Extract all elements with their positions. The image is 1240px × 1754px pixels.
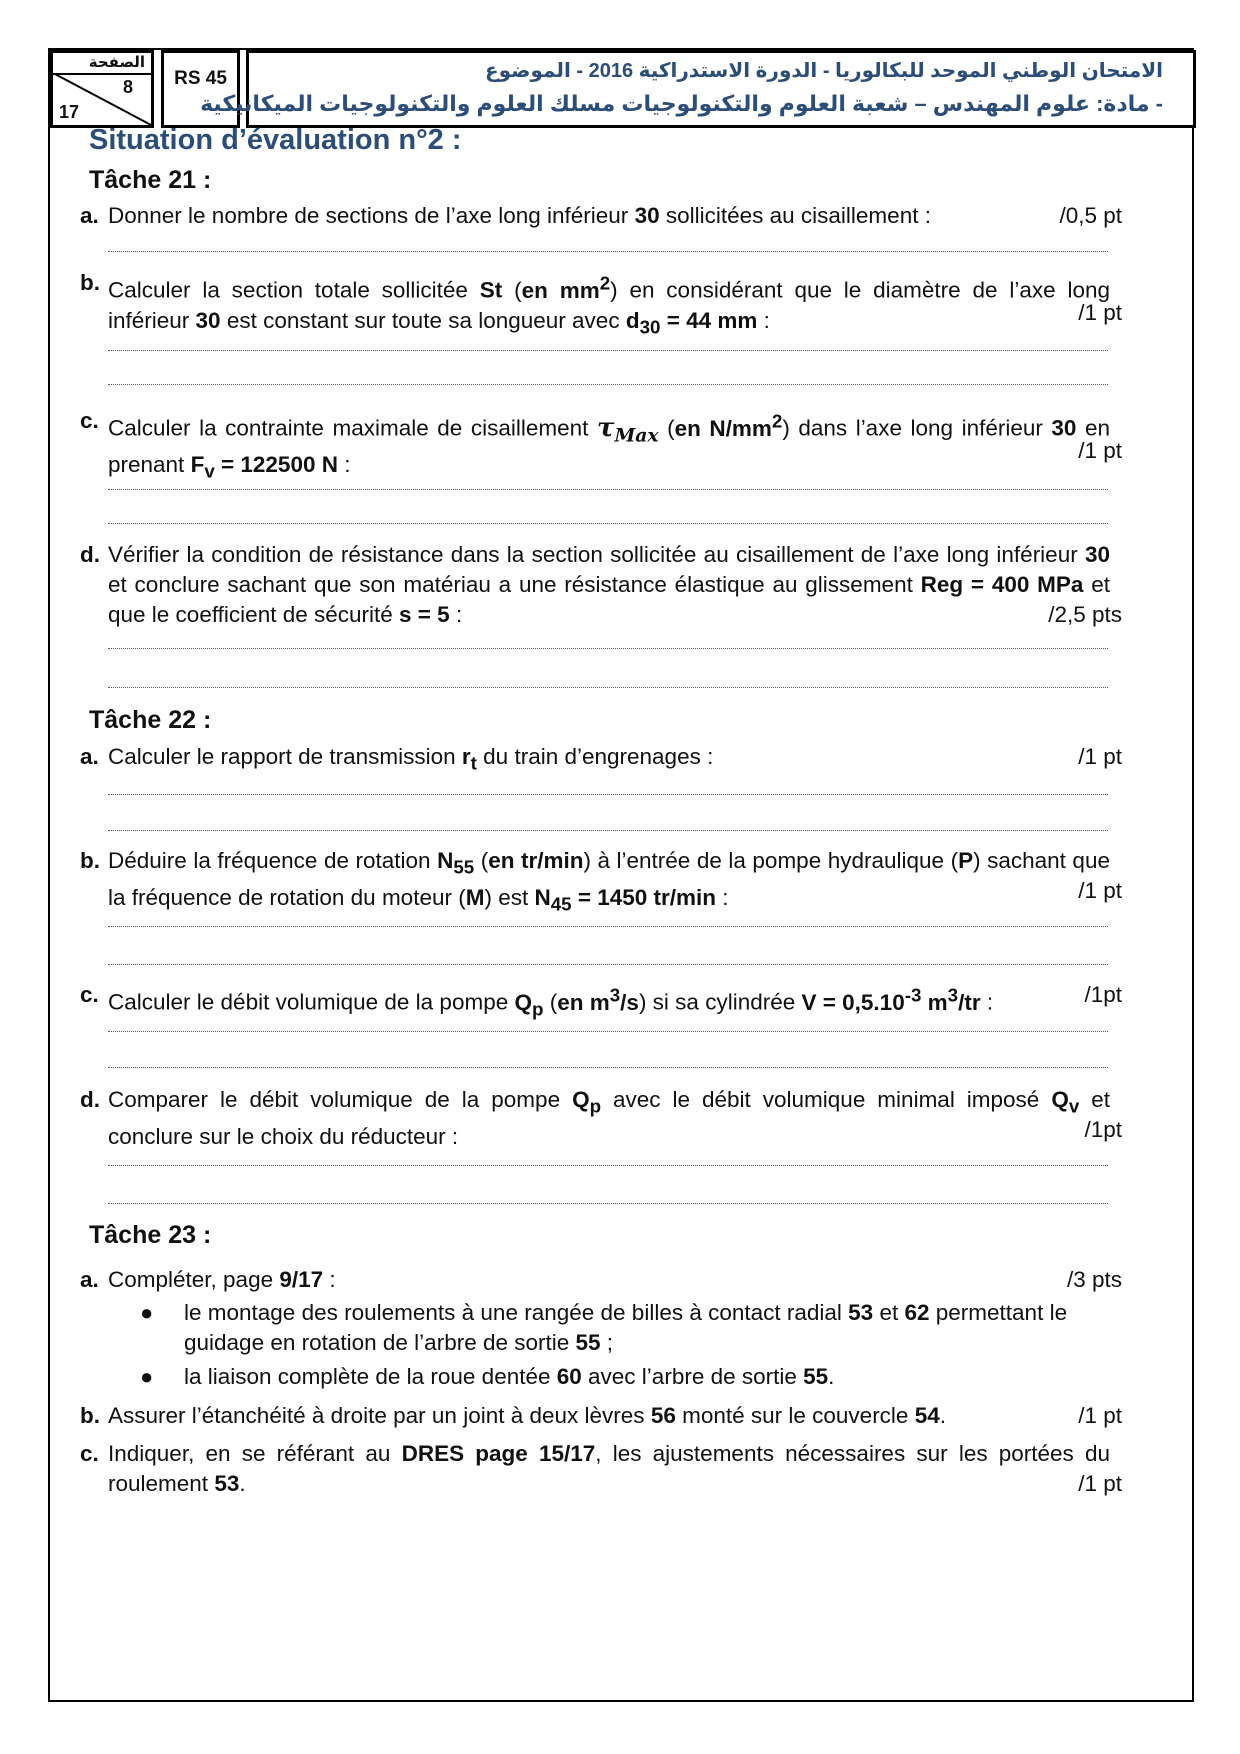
question-label: a. bbox=[80, 744, 99, 769]
exam-subject: - مادة: علوم المهندس – شعبة العلوم والتكنولوجيات مسلك العلوم والتكنولوجيات الميكانيكية bbox=[200, 91, 1163, 116]
task-23-a-bullet-1: ● le montage des roulements à une rangée de billes à contact radial 53 et 62 permettant le guidage en rotation de l’arbre de sortie 55 ; bbox=[140, 1300, 1068, 1355]
answer-line bbox=[108, 1031, 1108, 1032]
points: /1 pt bbox=[1078, 438, 1122, 463]
page-label: الصفحة bbox=[88, 54, 145, 71]
bullet-icon: ● bbox=[140, 1300, 154, 1325]
task-21-title: Tâche 21 : bbox=[89, 166, 212, 194]
exam-header bbox=[50, 50, 1192, 128]
answer-line bbox=[108, 687, 1108, 688]
task-22-c: c. Calculer le débit volumique de la pompe $Q_p$ (en $m^3/s$) si sa cylindrée $V = 0,5.10^{-3}$ $m^3/tr$ : /1pt bbox=[80, 982, 1122, 1019]
task-23-title: Tâche 23 : bbox=[89, 1221, 212, 1249]
task-23-a-bullet-2: ● la liaison complète de la roue dentée 60 avec l’arbre de sortie 55. bbox=[140, 1362, 1110, 1392]
answer-line bbox=[108, 1203, 1108, 1204]
exam-title: الامتحان الوطني الموحد للبكالوريا - الدورة الاستدراكية 2016 - الموضوع bbox=[484, 60, 1163, 82]
question-label: c. bbox=[80, 408, 99, 433]
points: /2,5 pts bbox=[1048, 602, 1122, 627]
points: /1 pt bbox=[1078, 744, 1122, 769]
exam-code: RS 45 bbox=[174, 68, 227, 89]
question-label: b. bbox=[80, 848, 100, 873]
bullet-icon: ● bbox=[140, 1364, 154, 1389]
question-label: d. bbox=[80, 1087, 100, 1112]
question-label: a. bbox=[80, 1267, 99, 1292]
points: /1pt bbox=[1084, 1117, 1122, 1142]
points: /0,5 pt bbox=[1059, 203, 1122, 228]
answer-line bbox=[108, 1165, 1108, 1166]
task-21-c: c. Calculer la contrainte maximale de cisaillement $\tau_{Max}$ (en $N/mm^2$) dans l’axe long inférieur 30 en prenant $F_v = 122500$ N : /1 pt bbox=[80, 408, 1122, 482]
page-current: 8 bbox=[122, 77, 133, 97]
answer-line bbox=[108, 523, 1108, 524]
question-label: a. bbox=[80, 203, 99, 228]
question-label: b. bbox=[80, 270, 100, 295]
question-label: b. bbox=[80, 1403, 100, 1428]
task-22-a: a. Calculer le rapport de transmission $r_t$ du train d’engrenages : /1 pt bbox=[80, 744, 1122, 774]
answer-line bbox=[108, 830, 1108, 831]
question-label: c. bbox=[80, 982, 99, 1007]
points: /1pt bbox=[1084, 982, 1122, 1007]
answer-line bbox=[108, 350, 1108, 351]
task-22-d: d. Comparer le débit volumique de la pompe $Q_p$ avec le débit volumique minimal imposé $Q_v$ et conclure sur le choix du réducteur : /1pt bbox=[80, 1087, 1122, 1149]
task-23-a: a. Compléter, page 9/17 : /3 pts bbox=[80, 1265, 1110, 1295]
answer-line bbox=[108, 964, 1108, 965]
task-22-title: Tâche 22 : bbox=[89, 706, 212, 734]
situation-title: Situation d’évaluation n°2 : bbox=[89, 124, 462, 156]
task-23-b: b. Assurer l’étanchéité à droite par un joint à deux lèvres 56 monté sur le couvercle 54. /1 pt bbox=[80, 1401, 1110, 1431]
points: /3 pts bbox=[1066, 1267, 1122, 1292]
task-21-a: a. Donner le nombre de sections de l’axe long inférieur 30 sollicitées au cisaillement : /0,5 pt bbox=[80, 201, 1110, 231]
question-label: d. bbox=[80, 542, 100, 567]
answer-line bbox=[108, 794, 1108, 795]
question-label: c. bbox=[80, 1441, 99, 1466]
points: /1 pt bbox=[1078, 300, 1122, 325]
page-number-box bbox=[50, 50, 154, 128]
points: /1 pt bbox=[1078, 878, 1122, 903]
points: /1 pt bbox=[1078, 1471, 1122, 1496]
answer-line bbox=[108, 251, 1108, 252]
answer-line bbox=[108, 1067, 1108, 1068]
answer-line bbox=[108, 489, 1108, 490]
task-22-b: b. Déduire la fréquence de rotation $N_{55}$ (en tr/min) à l’entrée de la pompe hydraulique (P) sachant que la fréquence de rotation du moteur (M) est $N_{45} = 1450$ tr/min : /1 pt bbox=[80, 848, 1122, 914]
answer-line bbox=[108, 648, 1108, 649]
answer-line bbox=[108, 384, 1108, 385]
task-21-b: b. Calculer la section totale sollicitée St (en $mm^2$) en considérant que le diamètre de l’axe long inférieur 30 est constant sur toute sa longueur avec $d_{30} = 44$ mm : /1 pt bbox=[80, 270, 1122, 337]
answer-line bbox=[108, 926, 1108, 927]
page-total: 17 bbox=[59, 102, 80, 122]
task-23-c: c. Indiquer, en se référant au DRES page 15/17, les ajustements nécessaires sur les portées du roulement 53. /1 pt bbox=[80, 1439, 1110, 1499]
points: /1 pt bbox=[1078, 1403, 1122, 1428]
task-21-d: d. Vérifier la condition de résistance dans la section sollicitée au cisaillement de l’axe long inférieur 30 et conclure sachant que son matériau a une résistance élastique au glissement Reg = 400 MPa et que le coefficient de sécurité s = 5 : /2,5 pts bbox=[80, 540, 1110, 630]
